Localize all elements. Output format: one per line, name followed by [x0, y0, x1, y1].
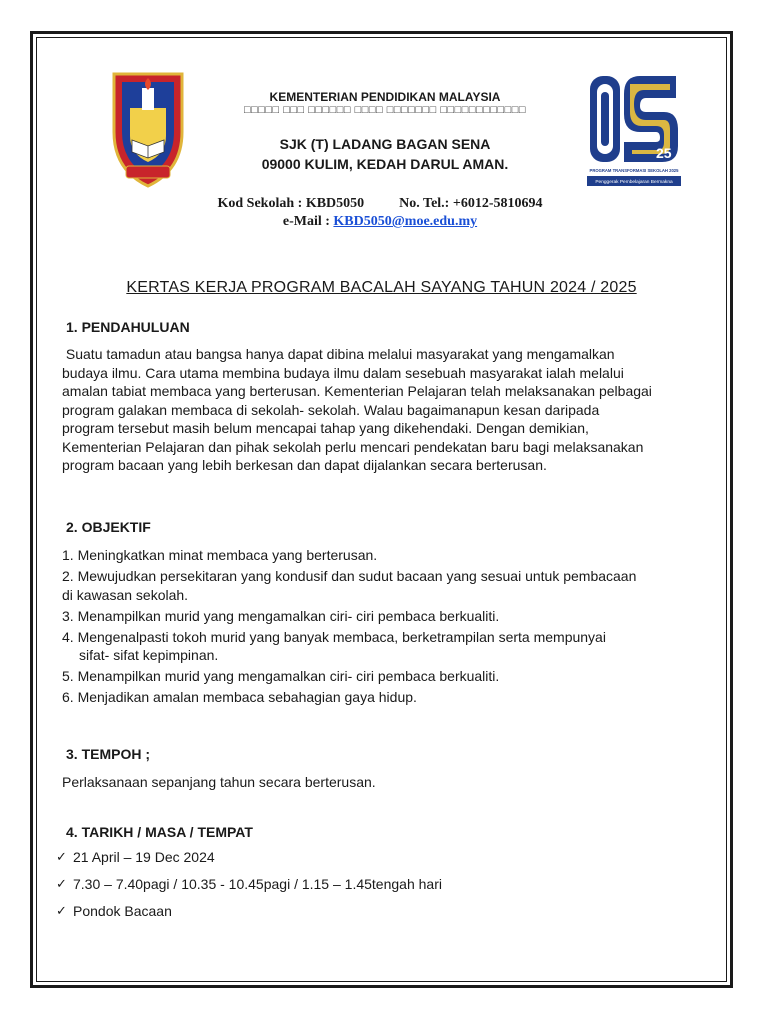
- phone-label: No. Tel.:: [399, 196, 450, 211]
- intro-line: Suatu tamadun atau bangsa hanya dapat dibina melalui masyarakat yang mengamalkan: [62, 346, 615, 362]
- section-heading-schedule: 4. TARIKH / MASA / TEMPAT: [66, 824, 253, 840]
- objective-item: [62, 567, 712, 604]
- phone-number: +6012-5810694: [452, 196, 543, 211]
- schedule-item-place: [56, 903, 442, 930]
- objective-text: 5. Menampilkan murid yang mengamalkan ciri- ciri pembaca berkualiti.: [62, 668, 500, 684]
- email-link[interactable]: KBD5050@moe.edu.my: [333, 214, 478, 229]
- tp-logo-caption: PROGRAM TRANSFORMASI SEKOLAH 2025: [589, 168, 679, 173]
- objective-text: 1. Meningkatkan minat membaca yang berterusan.: [62, 547, 378, 563]
- tp-logo-tagline: Penggerak Pembelajaran Bermakna: [595, 180, 673, 185]
- objective-text: 6. Menjadikan amalan membaca sebahagian gaya hidup.: [62, 689, 417, 705]
- checkmark-icon: ✓: [56, 876, 67, 891]
- objective-item: [62, 546, 712, 565]
- school-crest-logo: [108, 70, 188, 188]
- objective-item: [62, 607, 712, 626]
- intro-line: program tersebut masih belum mencapai tahap yang dikehendaki. Dengan demikian,: [62, 420, 589, 436]
- section-heading-intro: 1. PENDAHULUAN: [66, 319, 190, 335]
- objective-item: [62, 667, 712, 686]
- school-code: KBD5050: [305, 196, 365, 211]
- schedule-text: Pondok Bacaan: [73, 903, 172, 919]
- schedule-item-date: [56, 849, 442, 876]
- schedule-text: 21 April – 19 Dec 2024: [73, 849, 215, 865]
- document-title: KERTAS KERJA PROGRAM BACALAH SAYANG TAHUN 2024 / 2025: [126, 279, 637, 296]
- intro-paragraph: [62, 345, 712, 475]
- schedule-text: 7.30 – 7.40pagi / 10.35 - 10.45pagi / 1.15 – 1.45tengah hari: [73, 876, 442, 892]
- ministry-name: KEMENTERIAN PENDIDIKAN MALAYSIA: [269, 90, 501, 104]
- objective-text: 4. Mengenalpasti tokoh murid yang banyak membaca, berketrampilan serta mempunyai: [62, 628, 606, 645]
- schedule-item-time: [56, 876, 442, 903]
- checkmark-icon: ✓: [56, 903, 67, 918]
- objective-text-cont: di kawasan sekolah.: [62, 586, 189, 603]
- objective-text-cont: sifat- sifat kepimpinan.: [79, 647, 219, 663]
- school-code-label: Kod Sekolah :: [217, 196, 303, 211]
- contact-line-code-phone: [160, 196, 600, 212]
- email-label: e-Mail :: [282, 214, 330, 229]
- intro-line: amalan tabiat membaca yang berterusan. Kementerian Pelajaran telah melaksanakan pelbagai: [62, 383, 652, 399]
- objective-text: 2. Mewujudkan persekitaran yang kondusif dan sudut bacaan yang sesuai untuk pembacaan: [62, 568, 637, 584]
- objective-list: [62, 546, 712, 709]
- tamil-ministry-name: □□□□□ □□□ □□□□□□ □□□□ □□□□□□□ □□□□□□□□□□□□: [243, 104, 527, 116]
- intro-line: budaya ilmu. Cara utama membina budaya ilmu dalam sesebuah masyarakat ialah melalui: [62, 364, 624, 381]
- school-address: 09000 KULIM, KEDAH DARUL AMAN.: [261, 156, 509, 172]
- program-transformasi-logo: [584, 72, 684, 190]
- section-heading-duration: 3. TEMPOH ;: [66, 746, 151, 762]
- objective-text: 3. Menampilkan murid yang mengamalkan ciri- ciri pembaca berkualiti.: [62, 607, 500, 624]
- contact-line-email: [160, 214, 600, 230]
- intro-line: program bacaan yang lebih berkesan dan dapat dijalankan secara berterusan.: [62, 457, 547, 473]
- school-name: SJK (T) LADANG BAGAN SENA: [279, 136, 491, 152]
- checkmark-icon: ✓: [56, 849, 67, 864]
- schedule-list: [56, 849, 442, 930]
- tp-logo-number: 25: [656, 145, 672, 161]
- duration-text: Perlaksanaan sepanjang tahun secara berterusan.: [62, 774, 376, 790]
- intro-line: Kementerian Pelajaran dan pihak sekolah perlu mencari pendekatan baru bagi melaksanakan: [62, 438, 644, 455]
- objective-item: [62, 628, 712, 665]
- section-heading-objective: 2. OBJEKTIF: [66, 519, 151, 535]
- objective-item: [62, 688, 712, 707]
- intro-line: program galakan membaca di sekolah- sekolah. Walau bagaimanapun kesan daripada: [62, 401, 600, 418]
